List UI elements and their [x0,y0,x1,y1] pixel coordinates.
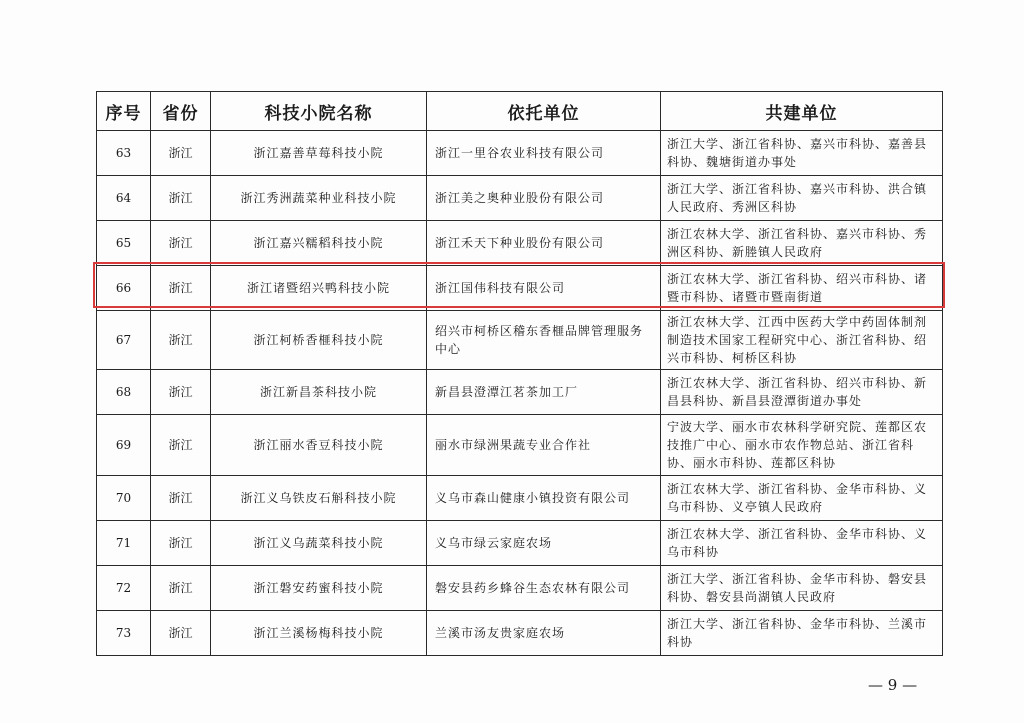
row-co: 浙江大学、浙江省科协、金华市科协、兰溪市科协 [661,611,943,656]
row-no: 69 [97,415,151,476]
header-no: 序号 [97,92,151,131]
row-province: 浙江 [151,521,211,566]
row-name: 浙江嘉善草莓科技小院 [211,131,427,176]
header-row [97,92,943,131]
header-co: 共建单位 [661,92,943,131]
page-number: — 9 — [868,676,918,694]
row-depend: 丽水市绿洲果蔬专业合作社 [427,415,661,476]
row-name: 浙江义乌蔬菜科技小院 [211,521,427,566]
row-name: 浙江磐安药蜜科技小院 [211,566,427,611]
header-name: 科技小院名称 [211,92,427,131]
row-province: 浙江 [151,266,211,311]
table-row [97,311,943,370]
row-name: 浙江义乌铁皮石斛科技小院 [211,476,427,521]
header-province: 省份 [151,92,211,131]
row-co: 浙江大学、浙江省科协、金华市科协、磐安县科协、磐安县尚湖镇人民政府 [661,566,943,611]
row-name: 浙江兰溪杨梅科技小院 [211,611,427,656]
row-depend: 义乌市森山健康小镇投资有限公司 [427,476,661,521]
row-name: 浙江诸暨绍兴鸭科技小院 [211,266,427,311]
table-row [97,415,943,476]
row-depend: 新昌县澄潭江茗茶加工厂 [427,370,661,415]
row-co: 浙江农林大学、浙江省科协、绍兴市科协、新昌县科协、新昌县澄潭街道办事处 [661,370,943,415]
row-co: 浙江农林大学、浙江省科协、金华市科协、义乌市科协 [661,521,943,566]
row-name: 浙江柯桥香榧科技小院 [211,311,427,370]
row-no: 71 [97,521,151,566]
row-no: 73 [97,611,151,656]
row-depend: 浙江国伟科技有限公司 [427,266,661,311]
row-province: 浙江 [151,221,211,266]
row-depend: 兰溪市汤友贵家庭农场 [427,611,661,656]
row-co: 浙江农林大学、浙江省科协、金华市科协、义乌市科协、义亭镇人民政府 [661,476,943,521]
row-province: 浙江 [151,415,211,476]
row-no: 63 [97,131,151,176]
row-province: 浙江 [151,566,211,611]
row-no: 70 [97,476,151,521]
table-row [97,221,943,266]
row-name: 浙江丽水香豆科技小院 [211,415,427,476]
row-depend: 浙江禾天下种业股份有限公司 [427,221,661,266]
row-co: 宁波大学、丽水市农林科学研究院、莲都区农技推广中心、丽水市农作物总站、浙江省科协、丽水市科协、莲都区科协 [661,415,943,476]
row-province: 浙江 [151,176,211,221]
row-depend: 浙江美之奥种业股份有限公司 [427,176,661,221]
row-province: 浙江 [151,131,211,176]
row-no: 65 [97,221,151,266]
row-province: 浙江 [151,370,211,415]
row-no: 72 [97,566,151,611]
row-co: 浙江农林大学、浙江省科协、嘉兴市科协、秀洲区科协、新塍镇人民政府 [661,221,943,266]
row-depend: 磐安县药乡蜂谷生态农林有限公司 [427,566,661,611]
row-co: 浙江大学、浙江省科协、嘉兴市科协、嘉善县科协、魏塘街道办事处 [661,131,943,176]
row-name: 浙江新昌茶科技小院 [211,370,427,415]
row-depend: 浙江一里谷农业科技有限公司 [427,131,661,176]
row-name: 浙江秀洲蔬菜种业科技小院 [211,176,427,221]
row-no: 67 [97,311,151,370]
row-co: 浙江农林大学、浙江省科协、绍兴市科协、诸暨市科协、诸暨市暨南街道 [661,266,943,311]
science-courtyard-table [96,91,943,656]
table-row [97,176,943,221]
table-row [97,131,943,176]
row-province: 浙江 [151,611,211,656]
table-row [97,521,943,566]
row-no: 68 [97,370,151,415]
row-co: 浙江大学、浙江省科协、嘉兴市科协、洪合镇人民政府、秀洲区科协 [661,176,943,221]
row-name: 浙江嘉兴糯稻科技小院 [211,221,427,266]
row-no: 64 [97,176,151,221]
table-row [97,370,943,415]
row-no: 66 [97,266,151,311]
header-depend: 依托单位 [427,92,661,131]
row-province: 浙江 [151,311,211,370]
table-row [97,476,943,521]
table-row-highlighted [97,266,943,311]
table-row [97,566,943,611]
row-depend: 义乌市绿云家庭农场 [427,521,661,566]
table-row [97,611,943,656]
row-province: 浙江 [151,476,211,521]
row-depend: 绍兴市柯桥区稽东香榧品牌管理服务中心 [427,311,661,370]
row-co: 浙江农林大学、江西中医药大学中药固体制剂制造技术国家工程研究中心、浙江省科协、绍兴市科协、柯桥区科协 [661,311,943,370]
